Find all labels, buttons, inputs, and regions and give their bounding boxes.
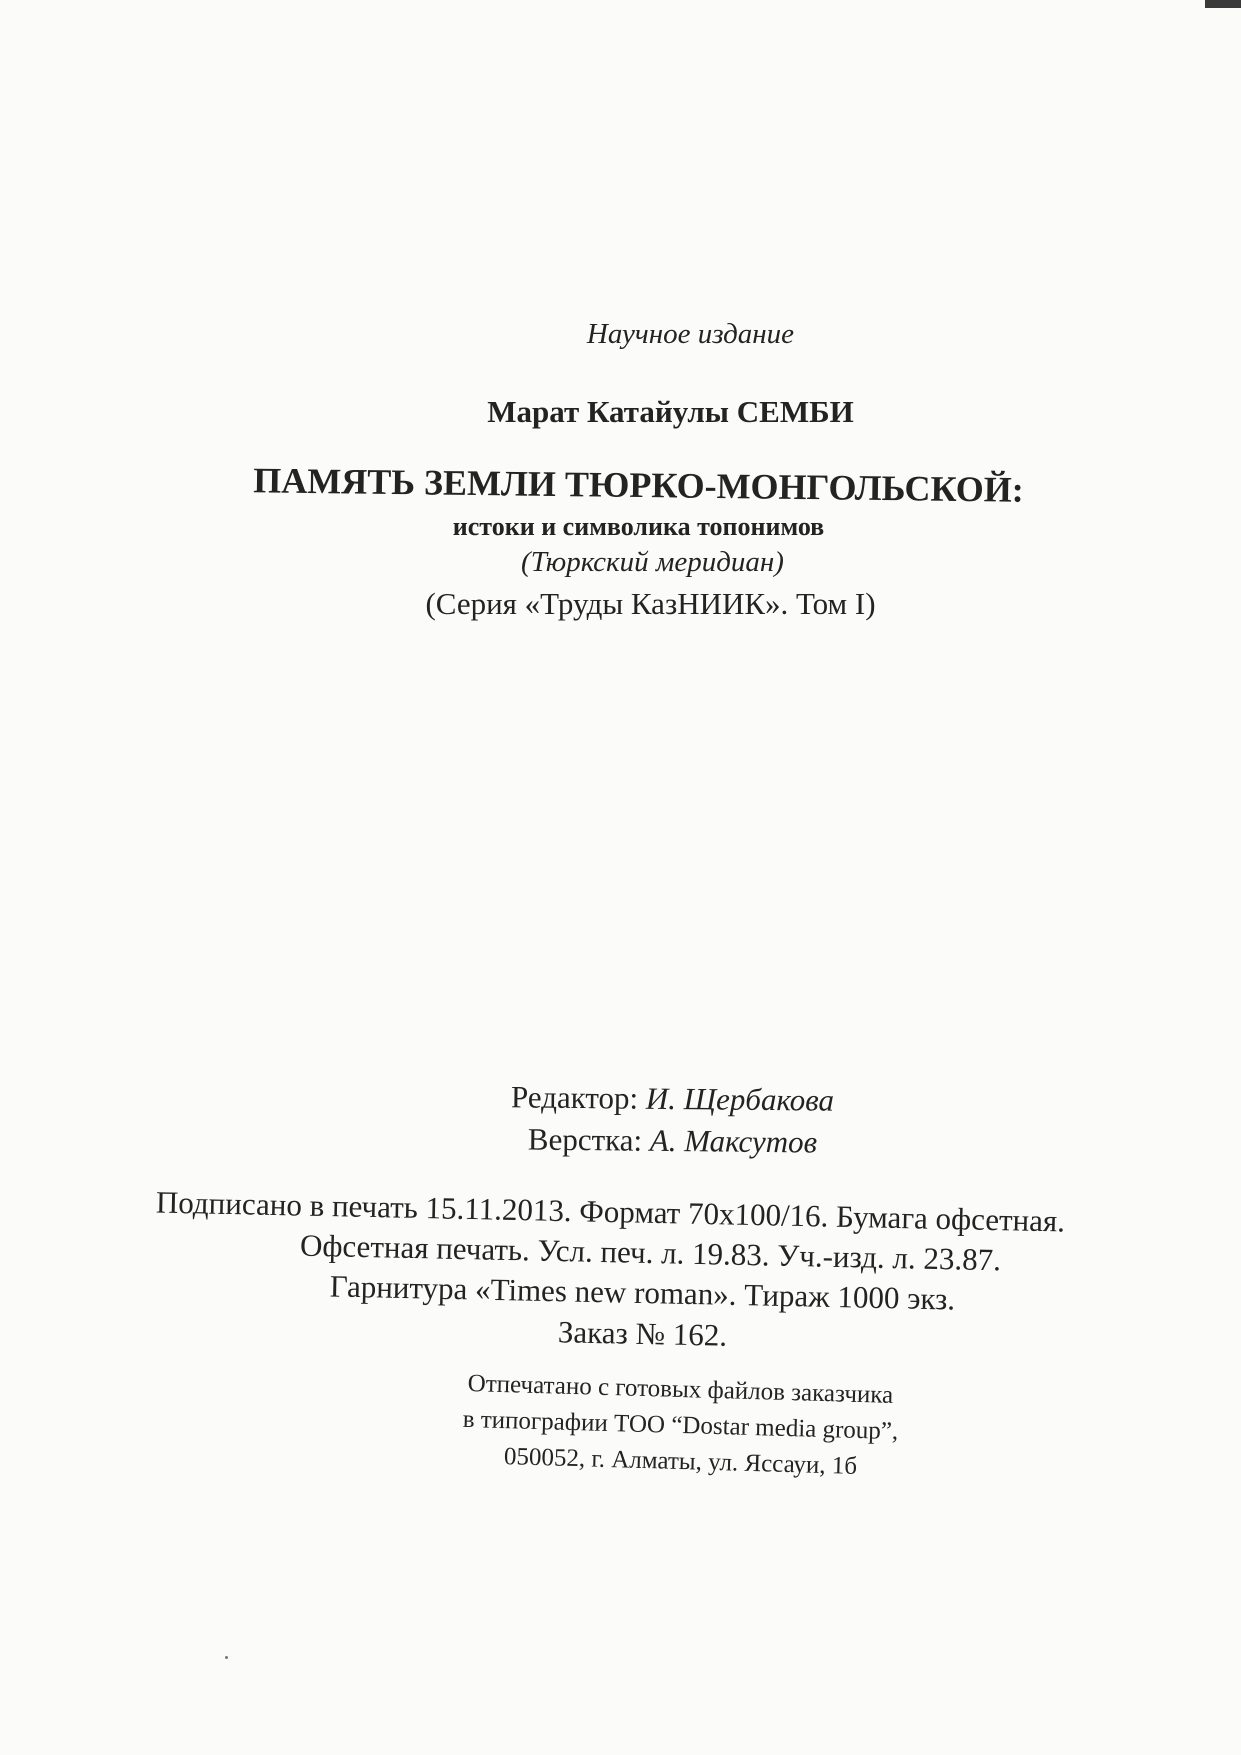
editor-name: И. Щербакова xyxy=(645,1080,835,1118)
layout-credit xyxy=(52,1117,1241,1166)
series-name: (Тюркский меридиан) xyxy=(521,546,784,578)
scan-corner-mark xyxy=(1205,0,1241,8)
edition-type: Научное издание xyxy=(586,318,795,350)
imprint-line-3: Гарнитура «Times new roman». Тираж 1000 экз. xyxy=(329,1268,956,1317)
editor-role: Редактор: xyxy=(510,1079,647,1116)
scan-speck xyxy=(225,1656,228,1659)
book-subtitle: истоки и символика топонимов xyxy=(452,512,825,541)
series-note: (Серия «Труды КазНИИК». Том I) xyxy=(425,586,876,621)
author-name: Марат Катайулы СЕМБИ xyxy=(487,394,854,429)
imprint-line-4: Заказ № 162. xyxy=(557,1314,728,1353)
book-title: ПАМЯТЬ ЗЕМЛИ ТЮРКО-МОНГОЛЬСКОЙ: xyxy=(253,460,1024,510)
imprint-line-1: Подписано в печать 15.11.2013. Формат 70x100/16. Бумага офсетная. xyxy=(155,1184,1066,1239)
printer-line-1: Отпечатано с готовых файлов заказчика xyxy=(467,1370,894,1409)
layout-role: Верстка: xyxy=(527,1121,651,1158)
printer-line-3: 050052, г. Алматы, ул. Яссауи, 1б xyxy=(503,1443,858,1480)
imprint-line-2: Офсетная печать. Усл. печ. л. 19.83. Уч.-изд. л. 23.87. xyxy=(299,1227,1002,1278)
printer-line-2: в типографии ТОО “Dostar media group”, xyxy=(462,1405,899,1446)
layout-name: А. Максутов xyxy=(649,1122,818,1160)
editor-credit xyxy=(52,1075,1241,1124)
